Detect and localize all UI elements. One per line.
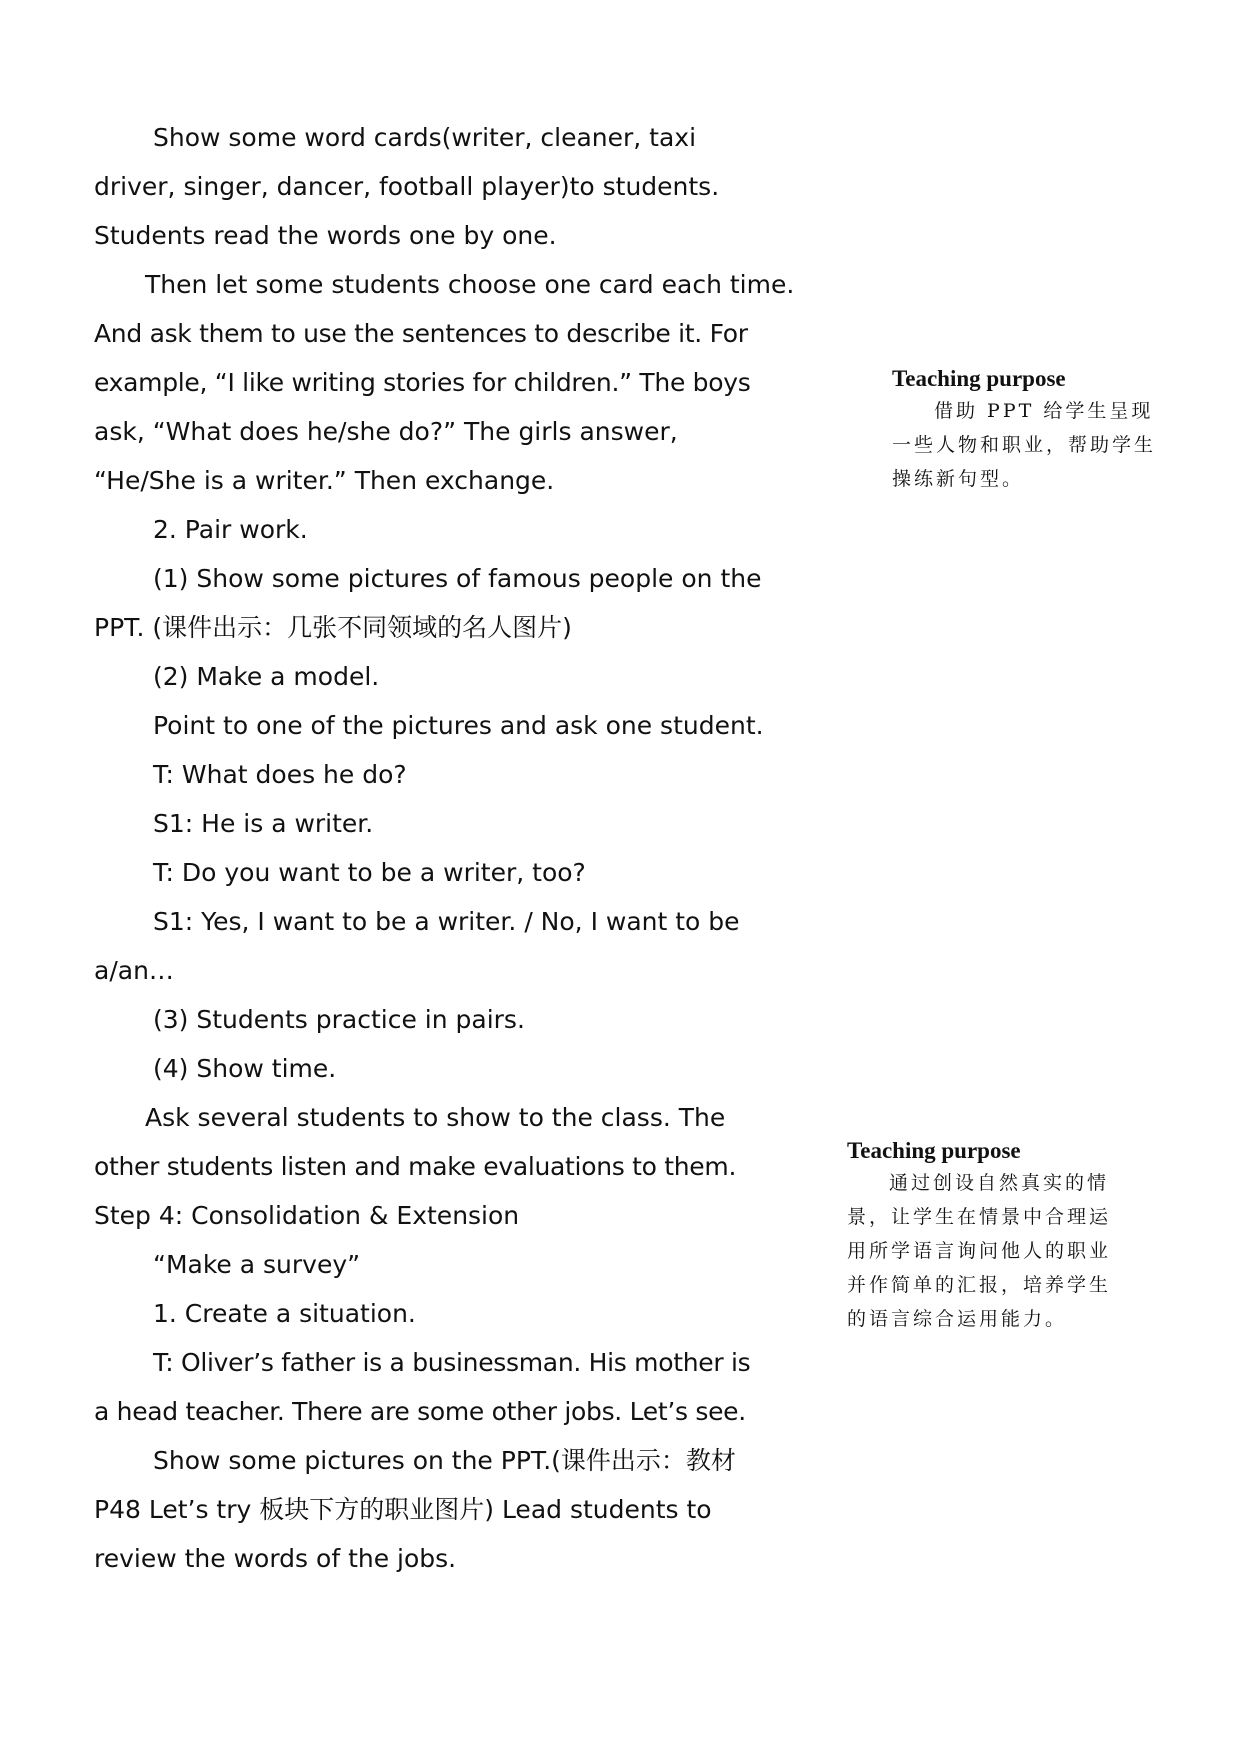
text-line: T: What does he do? — [153, 760, 407, 789]
text-line: Step 4: Consolidation & Extension — [94, 1201, 520, 1230]
text-line: driver, singer, dancer, football player)to students. — [94, 172, 720, 201]
text-line: T: Do you want to be a writer, too? — [153, 858, 586, 887]
text-line: S1: Yes, I want to be a writer. / No, I want to be — [153, 907, 740, 936]
teaching-purpose-note — [847, 1136, 1122, 1336]
note-body: 借助 PPT 给学生呈现一些人物和职业，帮助学生操练新句型。 — [892, 400, 1157, 490]
note-title: Teaching purpose — [847, 1138, 1021, 1163]
note-title: Teaching purpose — [892, 366, 1066, 391]
text-line: (4) Show time. — [153, 1054, 337, 1083]
text-line: a head teacher. There are some other jobs. Let’s see. — [94, 1397, 746, 1426]
text-line: (3) Students practice in pairs. — [153, 1005, 525, 1034]
text-line: (2) Make a model. — [153, 662, 380, 691]
teaching-purpose-note — [892, 364, 1167, 496]
text-line: T: Oliver’s father is a businessman. His mother is — [153, 1348, 751, 1377]
text-line: Ask several students to show to the class. The — [145, 1103, 726, 1132]
text-line: And ask them to use the sentences to describe it. For — [94, 319, 748, 348]
text-line: example, “I like writing stories for children.” The boys — [94, 368, 751, 397]
text-line: “He/She is a writer.” Then exchange. — [94, 466, 555, 495]
text-line: (1) Show some pictures of famous people on the — [153, 564, 762, 593]
text-line: “Make a survey” — [153, 1250, 361, 1279]
lesson-text — [94, 113, 834, 1583]
text-line: other students listen and make evaluations to them. — [94, 1152, 737, 1181]
text-line: 2. Pair work. — [153, 515, 308, 544]
text-line: P48 Let’s try 板块下方的职业图片) Lead students to — [94, 1495, 712, 1524]
text-line: Students read the words one by one. — [94, 221, 557, 250]
note-body: 通过创设自然真实的情景，让学生在情景中合理运用所学语言询问他人的职业并作简单的汇报，培养学生的语言综合运用能力。 — [847, 1172, 1112, 1330]
text-line: Show some pictures on the PPT.(课件出示：教材 — [153, 1446, 736, 1475]
text-line: PPT. (课件出示：几张不同领域的名人图片) — [94, 613, 572, 642]
text-line: review the words of the jobs. — [94, 1544, 457, 1573]
text-line: S1: He is a writer. — [153, 809, 374, 838]
text-line: Show some word cards(writer, cleaner, taxi — [153, 123, 697, 152]
text-line: a/an… — [94, 956, 174, 985]
text-line: ask, “What does he/she do?” The girls answer, — [94, 417, 678, 446]
text-line: 1. Create a situation. — [153, 1299, 416, 1328]
text-line: Then let some students choose one card each time. — [145, 270, 795, 299]
text-line: Point to one of the pictures and ask one student. — [153, 711, 764, 740]
